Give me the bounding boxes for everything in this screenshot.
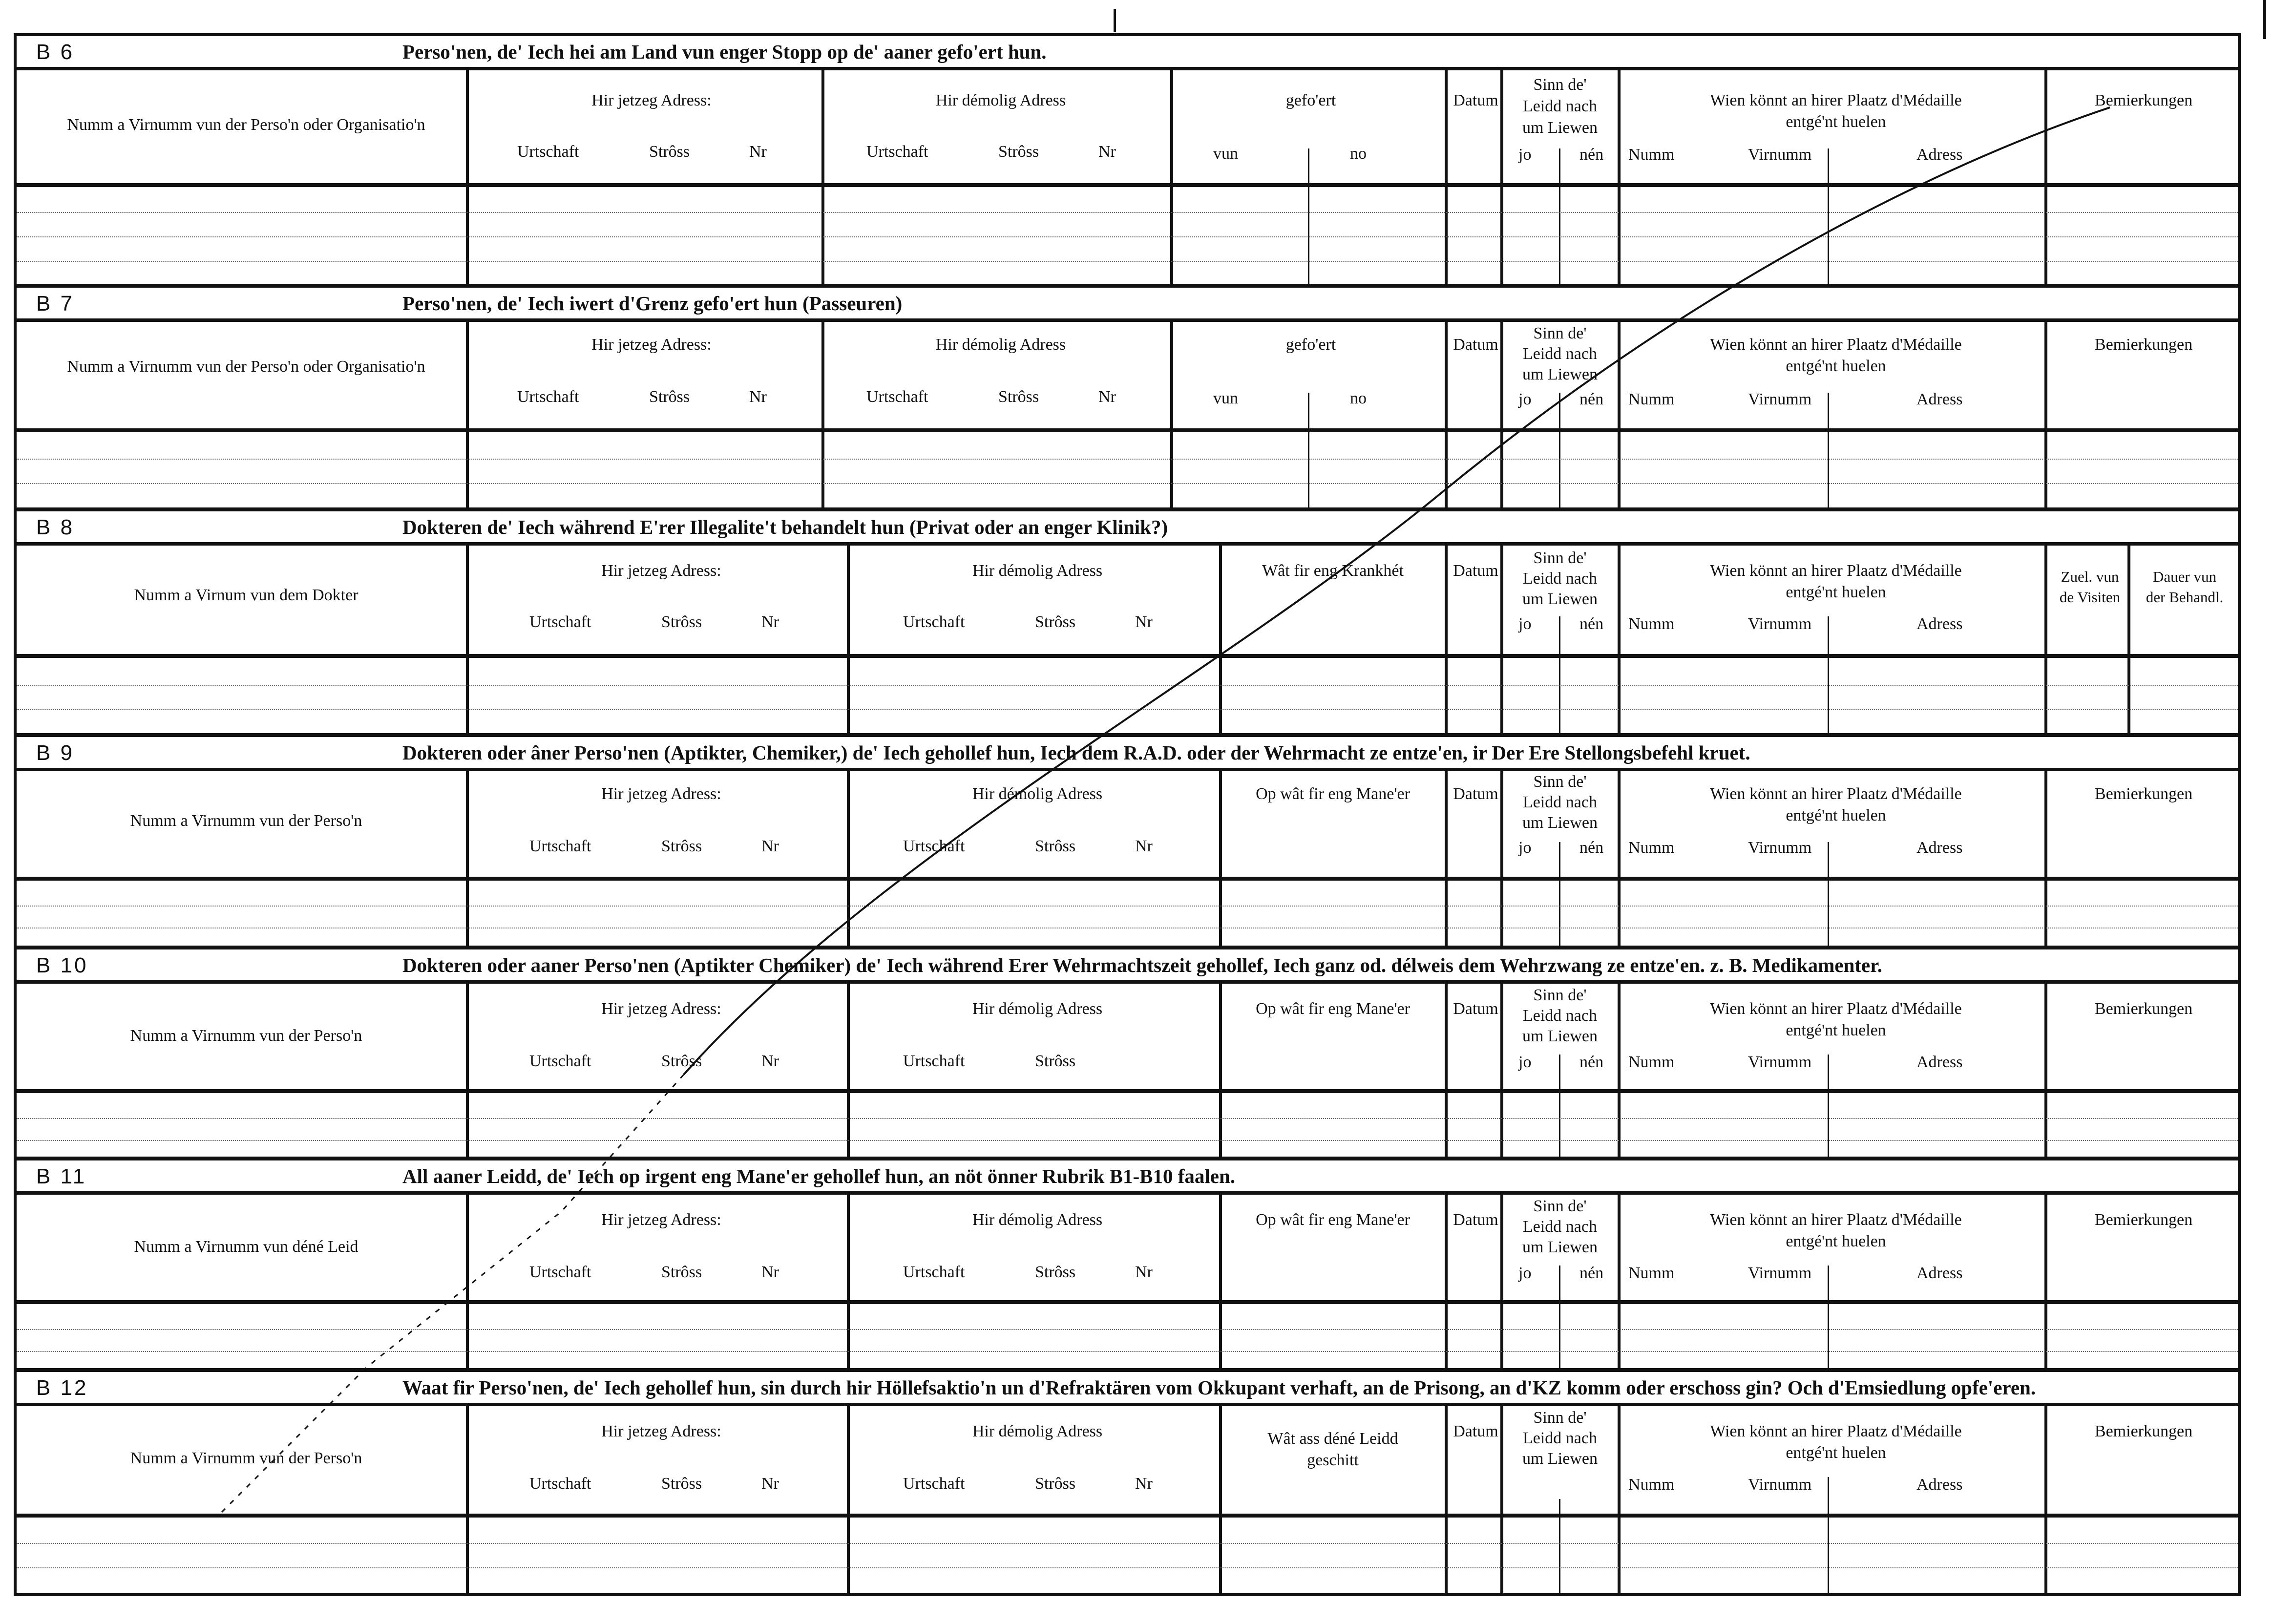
urtschaft-label: Urtschaft	[529, 1263, 591, 1281]
datum-header: Datum	[1453, 1422, 1498, 1440]
datum-header: Datum	[1453, 336, 1498, 354]
stross-label: Strôss	[649, 143, 690, 161]
name-column-header: Numm a Virnumm vun der Perso'n oder Organisatio'n	[67, 116, 425, 134]
current-address-header: Hir jetzeg Adress:	[601, 1000, 721, 1018]
bemierkungen-header: Bemierkungen	[2094, 1000, 2193, 1018]
adress-label: Adress	[1916, 146, 1963, 164]
wien-header-line2: entgé'nt huelen	[1786, 113, 1886, 131]
former-address-header: Hir démolig Adress	[972, 1000, 1103, 1018]
no-label: no	[1350, 389, 1367, 407]
urtschaft-label: Urtschaft	[903, 837, 965, 855]
section-title: Dokteren de' Iech während E'rer Illegalite't behandelt hun (Privat oder an enger Klinik?)	[402, 516, 1168, 538]
urtschaft-label: Urtschaft	[903, 1052, 965, 1070]
sinn-header-line1: Sinn de'	[1533, 549, 1587, 567]
sinn-header-line2: Leidd nach	[1523, 793, 1597, 811]
stross-label: Strôss	[661, 1475, 702, 1493]
stross-label: Strôss	[1035, 1475, 1076, 1493]
virnumm-label: Virnumm	[1748, 615, 1812, 633]
bemierkungen-header: Bemierkungen	[2094, 1211, 2193, 1229]
scan-mark	[2263, 0, 2266, 39]
section-b7	[17, 288, 2238, 511]
datum-header: Datum	[1453, 1000, 1498, 1018]
section-b8	[17, 511, 2238, 737]
adress-label: Adress	[1916, 1476, 1963, 1494]
virnumm-label: Virnumm	[1748, 390, 1812, 408]
urtschaft-label: Urtschaft	[529, 613, 591, 631]
nen-label: nén	[1579, 1264, 1604, 1282]
gefoert-header: gefo'ert	[1285, 336, 1336, 354]
sinn-header-line2: Leidd nach	[1523, 1218, 1597, 1236]
urtschaft-label: Urtschaft	[903, 613, 965, 631]
stross-label: Strôss	[1035, 1263, 1076, 1281]
nr-label: Nr	[761, 1052, 779, 1070]
adress-label: Adress	[1916, 615, 1963, 633]
section-code: B 10	[36, 953, 88, 977]
numm-label: Numm	[1628, 1053, 1675, 1071]
virnumm-label: Virnumm	[1748, 839, 1812, 857]
dauer-header-line2: der Behandl.	[2146, 589, 2224, 606]
nr-label: Nr	[1135, 1475, 1153, 1493]
vun-label: vun	[1213, 145, 1238, 163]
section-title-bar	[17, 737, 2238, 771]
former-address-header: Hir démolig Adress	[972, 562, 1103, 580]
wien-header-line1: Wien könnt an hirer Plaatz d'Médaille	[1710, 336, 1962, 354]
sinn-header-line2: Leidd nach	[1523, 1007, 1597, 1025]
nen-label: nén	[1579, 615, 1604, 633]
adress-label: Adress	[1916, 390, 1963, 408]
bemierkungen-header: Bemierkungen	[2094, 785, 2193, 803]
urtschaft-label: Urtschaft	[517, 143, 579, 161]
bemierkungen-header: Bemierkungen	[2094, 1422, 2193, 1440]
nen-label: nén	[1579, 390, 1604, 408]
sinn-header-line2: Leidd nach	[1523, 569, 1597, 588]
section-title: Waat fir Perso'nen, de' Iech gehollef hun, sin durch hir Höllefsaktio'n un d'Refraktären vom Okkupant verhaft, an de Prisong, an d'KZ komm oder erschoss gin? Och d'Emsiedlung opfe'eren.	[402, 1376, 2036, 1399]
nen-label: nén	[1579, 1053, 1604, 1071]
urtschaft-label: Urtschaft	[866, 143, 928, 161]
datum-header: Datum	[1453, 91, 1498, 109]
geschitt-header-line2: geschitt	[1307, 1451, 1359, 1469]
sinn-header-line3: um Liewen	[1522, 365, 1598, 383]
section-title-bar	[17, 1372, 2238, 1406]
section-code: B 7	[36, 292, 75, 316]
section-code: B 12	[36, 1376, 88, 1400]
dauer-header-line1: Dauer vun	[2153, 568, 2216, 585]
wien-header-line1: Wien könnt an hirer Plaatz d'Médaille	[1710, 1422, 1962, 1440]
current-address-header: Hir jetzeg Adress:	[601, 562, 721, 580]
section-title-bar	[17, 949, 2238, 984]
wien-header-line2: entgé'nt huelen	[1786, 806, 1886, 824]
datum-header: Datum	[1453, 1211, 1498, 1229]
wien-header-line1: Wien könnt an hirer Plaatz d'Médaille	[1710, 91, 1962, 109]
nr-label: Nr	[761, 1475, 779, 1493]
former-address-header: Hir démolig Adress	[935, 336, 1066, 354]
name-column-header: Numm a Virnumm vun der Perso'n	[130, 812, 362, 830]
vun-label: vun	[1213, 389, 1238, 407]
geschitt-header-line1: Wât ass déné Leidd	[1267, 1430, 1398, 1448]
name-column-header: Numm a Virnumm vun déné Leid	[134, 1238, 358, 1256]
stross-label: Strôss	[661, 1263, 702, 1281]
wien-header-line2: entgé'nt huelen	[1786, 1021, 1886, 1039]
nr-label: Nr	[1135, 613, 1153, 631]
nr-label: Nr	[761, 837, 779, 855]
section-code: B 8	[36, 515, 75, 539]
name-column-header: Numm a Virnumm vun der Perso'n oder Organisatio'n	[67, 358, 425, 376]
numm-label: Numm	[1628, 615, 1675, 633]
name-column-header: Numm a Virnum vun dem Dokter	[134, 586, 358, 604]
former-address-header: Hir démolig Adress	[972, 1211, 1103, 1229]
current-address-header: Hir jetzeg Adress:	[591, 91, 712, 109]
numm-label: Numm	[1628, 146, 1675, 164]
bemierkungen-header: Bemierkungen	[2094, 91, 2193, 109]
nr-label: Nr	[761, 1263, 779, 1281]
section-b11	[17, 1160, 2238, 1372]
sinn-header-line3: um Liewen	[1522, 1238, 1598, 1256]
nr-label: Nr	[761, 613, 779, 631]
nr-label: Nr	[1098, 388, 1116, 406]
wien-header-line1: Wien könnt an hirer Plaatz d'Médaille	[1710, 1000, 1962, 1018]
jo-label: jo	[1518, 615, 1532, 633]
numm-label: Numm	[1628, 839, 1675, 857]
wien-header-line2: entgé'nt huelen	[1786, 583, 1886, 601]
stross-label: Strôss	[661, 613, 702, 631]
sinn-header-line3: um Liewen	[1522, 1450, 1598, 1468]
section-title: Perso'nen, de' Iech hei am Land vun enger Stopp op de' aaner gefo'ert hun.	[402, 41, 1047, 63]
section-code: B 6	[36, 40, 75, 64]
section-title-bar	[17, 288, 2238, 322]
scan-mark	[1114, 9, 1116, 32]
urtschaft-label: Urtschaft	[866, 388, 928, 406]
wien-header-line2: entgé'nt huelen	[1786, 357, 1886, 375]
section-code: B 9	[36, 741, 75, 765]
wien-header-line1: Wien könnt an hirer Plaatz d'Médaille	[1710, 785, 1962, 803]
jo-label: jo	[1518, 146, 1532, 164]
adress-label: Adress	[1916, 1264, 1963, 1282]
nr-label: Nr	[749, 143, 767, 161]
section-title: Dokteren oder âner Perso'nen (Aptikter, Chemiker,) de' Iech gehollef hun, Iech dem R.A.D. oder der Wehrmacht ze entze'en, ir Der Ere Stellongsbefehl kruet.	[402, 741, 1750, 764]
virnumm-label: Virnumm	[1748, 1053, 1812, 1071]
urtschaft-label: Urtschaft	[903, 1263, 965, 1281]
stross-label: Strôss	[661, 837, 702, 855]
no-label: no	[1350, 145, 1367, 163]
adress-label: Adress	[1916, 1053, 1963, 1071]
nen-label: nén	[1579, 839, 1604, 857]
section-title: Dokteren oder aaner Perso'nen (Aptikter Chemiker) de' Iech während Erer Wehrmachtszeit gehollef, Iech ganz od. délweis dem Wehrzwang ze entze'en. z. B. Medikamenter.	[402, 954, 1882, 976]
sinn-header-line3: um Liewen	[1522, 814, 1598, 832]
sinn-header-line2: Leidd nach	[1523, 345, 1597, 363]
section-title: All aaner Leidd, de' Iech op irgent eng Mane'er gehollef hun, an nöt önner Rubrik B1-B10 faalen.	[402, 1165, 1236, 1187]
wien-header-line2: entgé'nt huelen	[1786, 1232, 1886, 1250]
zuel-header-line1: Zuel. vun	[2061, 568, 2119, 585]
sinn-header-line3: um Liewen	[1522, 1027, 1598, 1045]
urtschaft-label: Urtschaft	[529, 1475, 591, 1493]
gefoert-header: gefo'ert	[1285, 91, 1336, 109]
name-column-header: Numm a Virnumm vun der Perso'n	[130, 1027, 362, 1045]
resistance-questionnaire-form	[14, 33, 2241, 1596]
stross-label: Strôss	[661, 1052, 702, 1070]
former-address-header: Hir démolig Adress	[972, 1422, 1103, 1440]
section-title-bar	[17, 511, 2238, 546]
nr-label: Nr	[1135, 837, 1153, 855]
numm-label: Numm	[1628, 1476, 1675, 1494]
urtschaft-label: Urtschaft	[529, 1052, 591, 1070]
stross-label: Strôss	[998, 143, 1039, 161]
section-title: Perso'nen, de' Iech iwert d'Grenz gefo'ert hun (Passeuren)	[402, 292, 903, 315]
sinn-header-line1: Sinn de'	[1533, 76, 1587, 94]
section-code: B 11	[36, 1164, 87, 1188]
nen-label: nén	[1579, 146, 1604, 164]
urtschaft-label: Urtschaft	[529, 837, 591, 855]
urtschaft-label: Urtschaft	[517, 388, 579, 406]
section-b9	[17, 737, 2238, 949]
krankheet-header: Wât fir eng Krankhét	[1262, 562, 1404, 580]
sinn-header-line1: Sinn de'	[1533, 1197, 1587, 1215]
stross-label: Strôss	[1035, 837, 1076, 855]
adress-label: Adress	[1916, 839, 1963, 857]
section-title-bar	[17, 1160, 2238, 1195]
former-address-header: Hir démolig Adress	[935, 91, 1066, 109]
stross-label: Strôss	[998, 388, 1039, 406]
section-b10	[17, 949, 2238, 1160]
stross-label: Strôss	[1035, 1052, 1076, 1070]
current-address-header: Hir jetzeg Adress:	[601, 1422, 721, 1440]
sinn-header-line2: Leidd nach	[1523, 97, 1597, 115]
jo-label: jo	[1518, 839, 1532, 857]
nr-label: Nr	[749, 388, 767, 406]
current-address-header: Hir jetzeg Adress:	[601, 1211, 721, 1229]
datum-header: Datum	[1453, 785, 1498, 803]
nr-label: Nr	[1135, 1263, 1153, 1281]
jo-label: jo	[1518, 1264, 1532, 1282]
sinn-header-line1: Sinn de'	[1533, 986, 1587, 1004]
wien-header-line1: Wien könnt an hirer Plaatz d'Médaille	[1710, 1211, 1962, 1229]
sinn-header-line1: Sinn de'	[1533, 1409, 1587, 1427]
current-address-header: Hir jetzeg Adress:	[601, 785, 721, 803]
virnumm-label: Virnumm	[1748, 1264, 1812, 1282]
jo-label: jo	[1518, 390, 1532, 408]
bemierkungen-header: Bemierkungen	[2094, 336, 2193, 354]
zuel-header-line2: de Visiten	[2059, 589, 2121, 606]
jo-label: jo	[1518, 1053, 1532, 1071]
virnumm-label: Virnumm	[1748, 146, 1812, 164]
manier-header: Op wât fir eng Mane'er	[1256, 1000, 1410, 1018]
wien-header-line2: entgé'nt huelen	[1786, 1444, 1886, 1462]
manier-header: Op wât fir eng Mane'er	[1256, 785, 1410, 803]
stross-label: Strôss	[1035, 613, 1076, 631]
sinn-header-line2: Leidd nach	[1523, 1429, 1597, 1447]
datum-header: Datum	[1453, 562, 1498, 580]
name-column-header: Numm a Virnumm vun der Perso'n	[130, 1449, 362, 1467]
section-title-bar	[17, 36, 2238, 70]
stross-label: Strôss	[649, 388, 690, 406]
section-b6	[17, 36, 2238, 288]
manier-header: Op wât fir eng Mane'er	[1256, 1211, 1410, 1229]
nr-label: Nr	[1098, 143, 1116, 161]
numm-label: Numm	[1628, 1264, 1675, 1282]
wien-header-line1: Wien könnt an hirer Plaatz d'Médaille	[1710, 562, 1962, 580]
former-address-header: Hir démolig Adress	[972, 785, 1103, 803]
sinn-header-line1: Sinn de'	[1533, 773, 1587, 791]
sinn-header-line3: um Liewen	[1522, 590, 1598, 608]
sinn-header-line1: Sinn de'	[1533, 324, 1587, 342]
current-address-header: Hir jetzeg Adress:	[591, 336, 712, 354]
section-b12	[17, 1372, 2238, 1594]
urtschaft-label: Urtschaft	[903, 1475, 965, 1493]
virnumm-label: Virnumm	[1748, 1476, 1812, 1494]
numm-label: Numm	[1628, 390, 1675, 408]
sinn-header-line3: um Liewen	[1522, 119, 1598, 137]
